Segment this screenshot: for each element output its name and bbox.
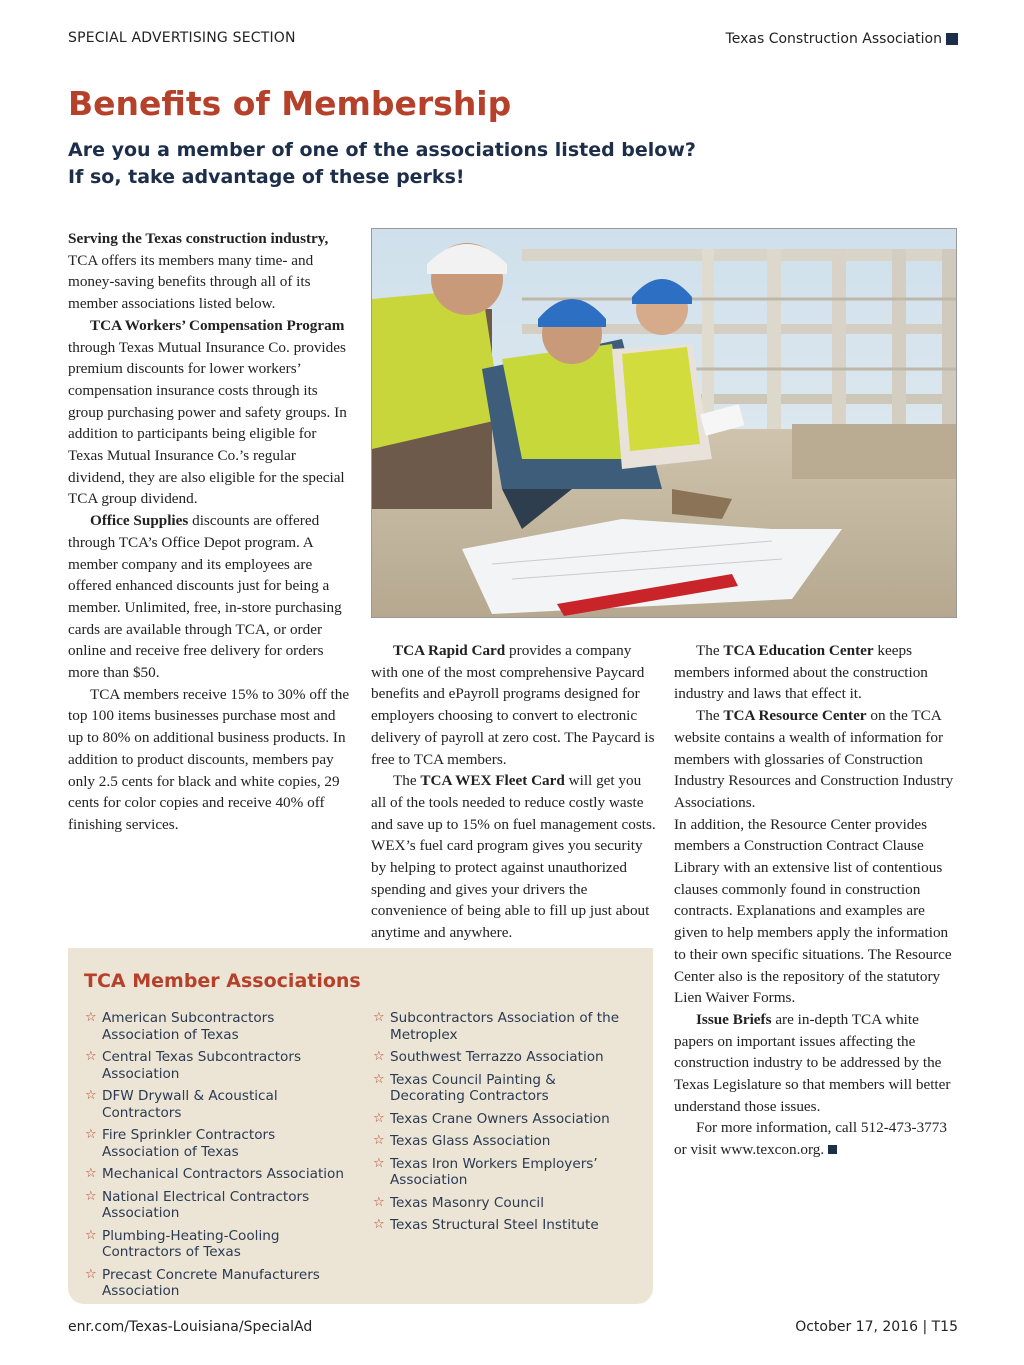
association-name: Mechanical Contractors Association [102,1166,344,1182]
members-discount-paragraph: TCA members receive 15% to 30% off the top 100 items businesses purchase most and up to 80% on additional business products. In addition to product discounts, members pay only 2.5 cents for black and white copies, 29 cents for color copies and receive 40% off finishing services. [68,685,350,833]
association-item [84,1228,346,1261]
associations-list-2 [372,1010,634,1240]
construction-photo-icon [372,229,957,618]
associations-list-1 [84,1010,346,1306]
association-item [84,1010,346,1043]
association-item [372,1195,634,1212]
rapid-card-paragraph: TCA Rapid Card provides a company with one of the most comprehensive Paycard benefits and ePayroll programs designed for employers choosing to convert to electronic delivery of payroll at zero cost. The Paycard is free to TCA members. [371,642,655,768]
workers-comp-paragraph: TCA Workers’ Compensation Program through Texas Mutual Insurance Co. provides premium discounts for lower workers’ compensation insurance costs through its group purchasing power and safety groups. In addition to participants being eligible for Texas Mutual Insurance Co.’s regular dividend, they are also eligible for the special TCA group dividend. [68,316,347,508]
star-icon: ☆ [85,1188,97,1204]
association-item [84,1088,346,1121]
article-column-3 [674,640,960,1161]
intro-paragraph: Serving the Texas construction industry, TCA offers its members many time- and money-saving benefits through all of its member associations listed below. [68,230,329,313]
star-icon: ☆ [85,1088,97,1103]
construction-workers-photo [371,228,957,618]
star-icon: ☆ [85,1166,97,1181]
member-associations-box [68,948,653,1304]
contact-paragraph: For more information, call 512-473-3773 or visit www.texcon.org. [674,1119,947,1159]
star-icon: ☆ [373,1049,385,1064]
association-item [372,1217,634,1234]
association-name: Subcontractors Association of the Metroplex [390,1010,620,1043]
star-icon: ☆ [85,1266,97,1282]
association-item [84,1189,346,1222]
association-item [372,1049,634,1066]
association-name: Southwest Terrazzo Association [390,1049,604,1065]
star-icon: ☆ [85,1227,97,1243]
footer-date-page: October 17, 2016 | T15 [795,1319,958,1335]
association-item [84,1049,346,1082]
star-icon: ☆ [373,1217,385,1232]
star-icon: ☆ [373,1133,385,1148]
star-icon: ☆ [373,1110,385,1126]
footer-url: enr.com/Texas-Louisiana/SpecialAd [68,1319,313,1335]
association-name: Central Texas Subcontractors Association [102,1049,302,1082]
resource-center-more-paragraph: In addition, the Resource Center provides members a Construction Contract Clause Library with an extensive list of contentious clauses commonly found in construction contracts. Explanations and examples are given to help members apply the information to their own specific situations. The Resource Center also is the repository of the statutory Lien Waiver Forms. [674,815,952,1007]
subtitle-line-1: Are you a member of one of the associations listed below? [68,139,696,161]
publisher-name [726,31,958,47]
page-subtitle [68,137,696,191]
resource-center-paragraph: The TCA Resource Center on the TCA website contains a wealth of information for members with glossaries of Construction Industry Resources and Construction Industry Associations. [674,707,954,811]
association-item [84,1267,346,1300]
star-icon: ☆ [373,1071,385,1087]
square-icon [946,33,958,45]
star-icon: ☆ [373,1010,385,1025]
star-icon: ☆ [85,1127,97,1142]
association-name: Texas Iron Workers Employers’ Association [390,1155,598,1188]
page-title: Benefits of Membership [68,84,512,123]
association-name: Texas Masonry Council [390,1194,544,1211]
association-name: Texas Structural Steel Institute [390,1217,599,1233]
association-name: Texas Council Painting & Decorating Contractors [390,1071,556,1104]
association-item [372,1010,634,1043]
education-center-paragraph: The TCA Education Center keeps members informed about the construction industry and laws that effect it. [674,642,928,703]
association-name: Precast Concrete Manufacturers Association [102,1266,320,1299]
issue-briefs-paragraph: Issue Briefs are in-depth TCA white papers on important issues affecting the construction industry to be addressed by the Texas Legislature so that members will better understand those issues. [674,1010,951,1115]
star-icon: ☆ [85,1010,97,1025]
association-item [372,1111,634,1128]
end-square-icon [828,1145,837,1154]
association-name: National Electrical Contractors Association [102,1188,310,1221]
subtitle-line-2: If so, take advantage of these perks! [68,166,465,188]
association-name: Texas Crane Owners Association [390,1110,610,1127]
star-icon: ☆ [373,1194,385,1210]
article-column-1 [68,228,352,836]
association-item [84,1166,346,1183]
association-item [372,1133,634,1150]
article-column-2 [371,640,656,944]
association-item [372,1072,634,1105]
star-icon: ☆ [373,1155,385,1171]
association-name: American Subcontractors Association of Texas [102,1010,275,1043]
association-item [84,1127,346,1160]
association-name: Texas Glass Association [390,1133,551,1149]
star-icon: ☆ [85,1049,97,1064]
wex-card-paragraph: The TCA WEX Fleet Card will get you all of the tools needed to reduce costly waste and save up to 15% on fuel management costs. WEX’s fuel card program gives you security by helping to protect against unauthorized spending and gives your drivers the convenience of being able to fill up just about anytime and anywhere. [371,772,656,942]
office-supplies-paragraph: Office Supplies discounts are offered through TCA’s Office Depot program. A member company and its employees are offered enhanced discounts just for being a member. Unlimited, free, in-store purchasing cards are available through TCA, or order online and receive free delivery for orders more than $50. [68,512,342,682]
association-name: DFW Drywall & Acoustical Contractors [102,1088,278,1121]
publisher-label: Texas Construction Association [725,31,942,47]
association-name: Plumbing-Heating-Cooling Contractors of Texas [102,1227,280,1260]
section-label: SPECIAL ADVERTISING SECTION [68,30,296,46]
associations-title: TCA Member Associations [84,970,361,992]
association-item [372,1156,634,1189]
association-name: Fire Sprinkler Contractors Association of Texas [102,1127,276,1160]
